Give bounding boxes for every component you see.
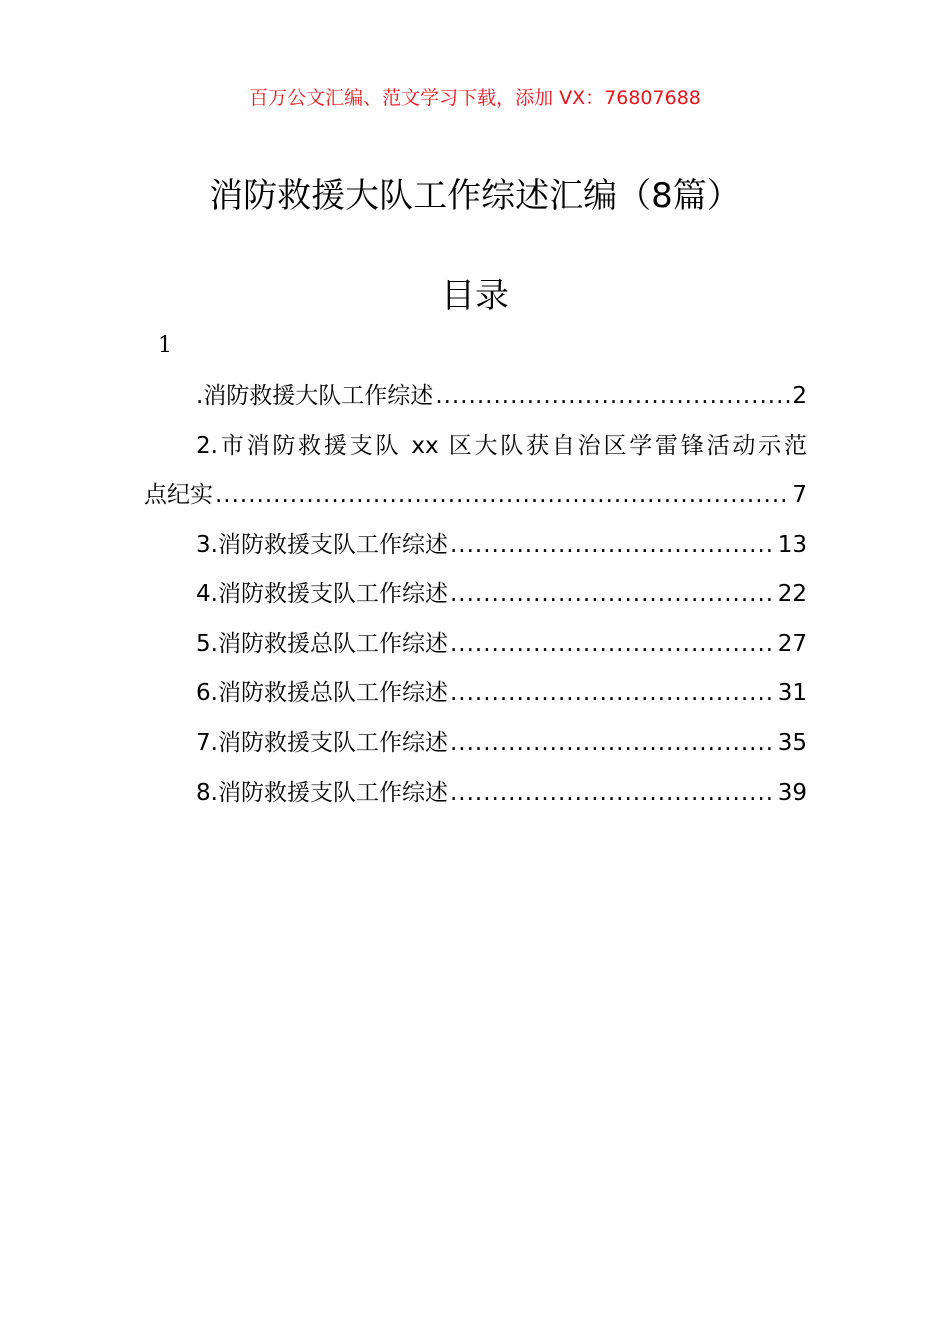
toc-entry-2-line2[interactable] bbox=[144, 479, 807, 511]
toc-entry-page: 39 bbox=[777, 780, 807, 806]
dot-leader bbox=[450, 677, 776, 709]
toc-entry-5[interactable] bbox=[196, 628, 807, 660]
toc-entry-label: 5.消防救援总队工作综述 bbox=[196, 631, 448, 657]
toc-entry-label: 7.消防救援支队工作综述 bbox=[196, 730, 448, 756]
toc-entry-label: 3.消防救援支队工作综述 bbox=[196, 532, 448, 558]
toc-entry-1[interactable] bbox=[196, 380, 807, 412]
dot-leader bbox=[450, 727, 776, 759]
stray-page-number: 1 bbox=[158, 333, 172, 358]
toc-entry-6[interactable] bbox=[196, 677, 807, 709]
toc-entry-label: .消防救援大队工作综述 bbox=[196, 383, 434, 409]
toc-entry-page: 31 bbox=[777, 680, 807, 706]
dot-leader bbox=[450, 529, 776, 561]
dot-leader bbox=[450, 628, 776, 660]
toc-entry-7[interactable] bbox=[196, 727, 807, 759]
toc-entry-page: 13 bbox=[777, 532, 807, 558]
toc-entry-label: 点纪实 bbox=[144, 482, 213, 508]
toc-entry-page: 22 bbox=[777, 581, 807, 607]
toc-entry-4[interactable] bbox=[196, 578, 807, 610]
toc-entry-8[interactable] bbox=[196, 777, 807, 809]
toc-entry-page: 27 bbox=[777, 631, 807, 657]
toc-entry-label: 4.消防救援支队工作综述 bbox=[196, 581, 448, 607]
toc-entry-page: 35 bbox=[777, 730, 807, 756]
toc-heading: 目录 bbox=[441, 276, 509, 316]
dot-leader bbox=[435, 380, 790, 412]
document-title: 消防救援大队工作综述汇编（8篇） bbox=[209, 176, 741, 216]
toc-entry-page: 2 bbox=[792, 383, 807, 409]
dot-leader bbox=[215, 479, 790, 511]
toc-entry-label: 8.消防救援支队工作综述 bbox=[196, 780, 448, 806]
toc-entry-label: 6.消防救援总队工作综述 bbox=[196, 680, 448, 706]
toc-entry-3[interactable] bbox=[196, 529, 807, 561]
dot-leader bbox=[450, 777, 776, 809]
toc-entry-2-line1[interactable]: 2.市消防救援支队 xx 区大队获自治区学雷锋活动示范 bbox=[196, 433, 807, 459]
promo-header-note: 百万公文汇编、范文学习下载，添加 VX：76807688 bbox=[249, 87, 701, 109]
dot-leader bbox=[450, 578, 776, 610]
toc-entry-page: 7 bbox=[792, 482, 807, 508]
